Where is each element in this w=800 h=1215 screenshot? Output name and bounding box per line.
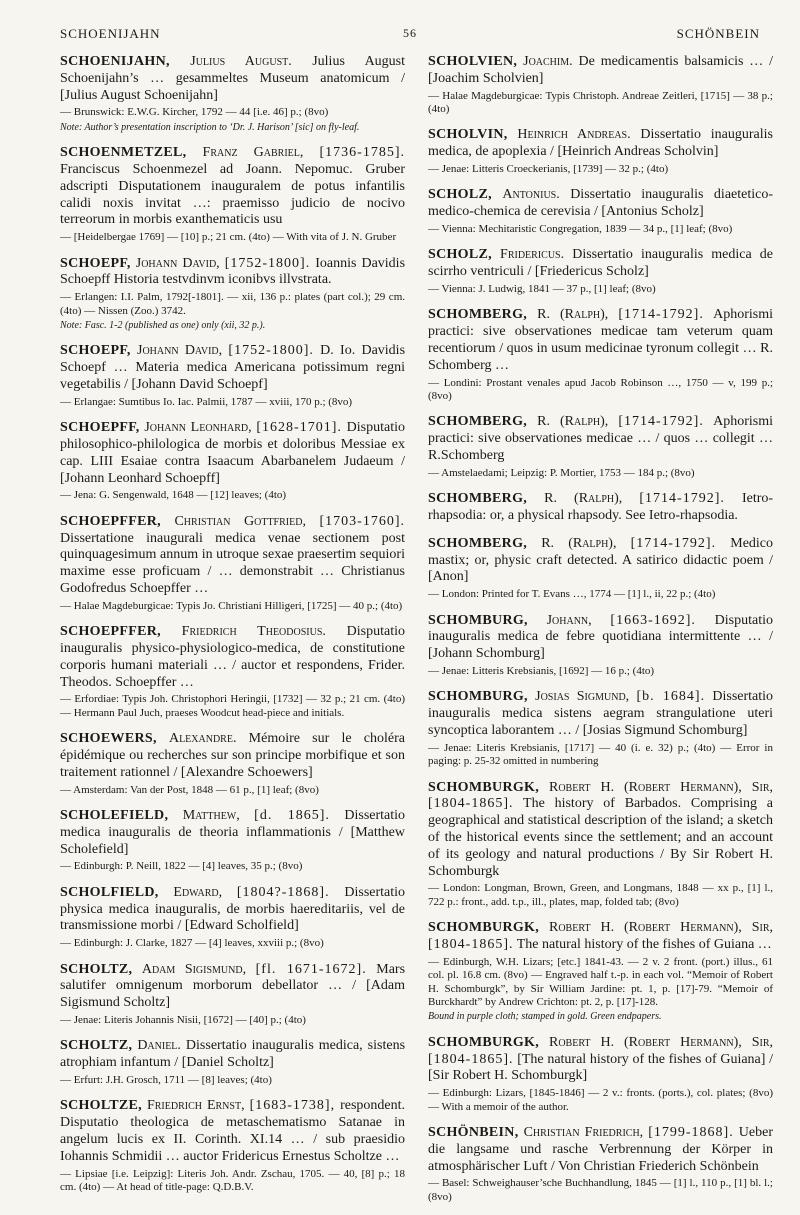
entry-forename: Matthew, (182, 807, 240, 823)
entry-surname: SCHOEWERS, (60, 731, 157, 747)
entry-heading (428, 187, 773, 221)
entry-title: The natural history of the fishes of Guiana … (516, 936, 772, 952)
catalogue-entry (60, 145, 405, 244)
entry-heading (60, 145, 405, 229)
entry-forename: Robert H. (Robert Hermann), Sir, (548, 779, 773, 795)
entry-forename: Robert H. (Robert Hermann), Sir, (548, 1034, 773, 1050)
page-number: 56 (403, 26, 417, 40)
entry-imprint: — London: Printed for T. Evans …, 1774 — [1] l., ii, 22 p.; (4to) (428, 588, 716, 601)
entry-imprint: — Londini: Prostant venales apud Jacob Robinson …, 1750 — v, 199 p.; (8vo) (428, 376, 773, 402)
entry-forename: Alexandre. (168, 731, 237, 747)
entry-heading (428, 1035, 773, 1085)
entry-surname: SCHOMBURGK, (428, 920, 540, 936)
entry-heading (428, 247, 773, 281)
entry-surname: SCHOENMETZEL, (60, 145, 187, 161)
catalogue-entry (428, 536, 773, 602)
entry-forename: Franz Gabriel, (202, 145, 304, 161)
entry-heading (60, 962, 405, 1012)
entry-heading (428, 689, 773, 739)
entry-dates: [1752-1800]. (228, 343, 314, 359)
entry-dates: [1663-1692]. (610, 612, 696, 628)
entry-dates: [1804-1865]. (428, 796, 514, 812)
left-column (60, 54, 405, 1205)
entry-forename: Johann Leonhard, (144, 420, 252, 436)
entry-note: Bound in purple cloth; stamped in gold. Green endpapers. (428, 1011, 662, 1023)
entry-dates: [1714-1792]. (639, 491, 725, 507)
entry-imprint: — Edinburgh, W.H. Lizars; [etc.] 1841-43. — 2 v. 2 front. (port.) illus., 61 col. pl. 16.8 cm. (8vo) — Engraved half t.-p. in each vol. “Memoir of Robert H. Schomburgk”, by Sir William Jardine: pt. 1, p. [17]-79. “Memoir of Burckhardt” by Andrew Crichton: pt. 2, p. [17]-128. (428, 955, 773, 1008)
catalogue-entry (428, 127, 773, 176)
entry-surname: SCHOLZ, (428, 247, 492, 263)
entry-forename: Johann David, (137, 343, 223, 359)
catalogue-entry (60, 54, 405, 134)
entry-title: Dissertatio inauguralis medica de scirrho ventriculi / [Friedericus Scholz] (428, 247, 773, 280)
entry-dates: [1804-1865]. (428, 1051, 514, 1067)
running-head-left: SCHOENIJAHN (60, 26, 161, 41)
entry-imprint: — Edinburgh: Lizars, [1845-1846] — 2 v.: fronts. (ports.), col. plates; (8vo) — With a memoir of the author. (428, 1087, 773, 1113)
entry-forename: Julius August. (190, 54, 292, 69)
entry-heading (60, 1038, 405, 1072)
catalogue-entry (60, 343, 405, 409)
entry-dates: [1628-1701]. (256, 420, 342, 436)
entry-title: respondent. Disputatio theologica de metaschematismo Satanae in angelum lucis ex II. Corinth. XI.14 … / sub praesidio Iohannis Schmidii … auctor Fridericus Ernestus Scholtze … (60, 1098, 406, 1164)
entry-surname: SCHOMBURGK, (428, 779, 540, 795)
entry-heading (60, 1098, 405, 1165)
catalogue-entry (428, 1035, 773, 1114)
entry-heading (60, 420, 405, 487)
catalogue-entry (60, 624, 405, 720)
catalogue-entry (60, 731, 405, 797)
entry-title: Dissertatio inauguralis medica, sistens atrophiam infantum / [Daniel Scholtz] (60, 1038, 406, 1071)
entry-heading (60, 343, 405, 393)
catalogue-entry (60, 808, 405, 874)
entry-title: Franciscus Schoenmezel ad Joann. Nepomuc. Gruber adscripti Disputationem inauguralem de potus infantilis calidi noxis invitat …: praemisso judicio de nocivo terreorum in morbis exanthematicis usu (60, 162, 405, 228)
entry-heading (60, 885, 405, 935)
entry-surname: SCHOENIJAHN, (60, 54, 170, 69)
entry-heading (428, 54, 773, 88)
entry-forename: Edward, (173, 884, 223, 900)
running-head-right: SCHÖNBEIN (676, 26, 760, 41)
entry-surname: SCHOMBERG, (428, 307, 528, 323)
entry-forename: Josias Sigmund, (535, 689, 630, 705)
entry-surname: SCHOLTZ, (60, 961, 133, 977)
entry-note: Note: Author’s presentation inscription to ‘Dr. J. Harison’ [sic] on fly-leaf. (60, 121, 360, 133)
entry-heading (428, 307, 773, 374)
entry-imprint: — Erfurt: J.H. Grosch, 1711 — [8] leaves; (4to) (60, 1073, 272, 1086)
entry-heading (428, 1125, 773, 1175)
entry-dates: [1714-1792]. (630, 535, 717, 551)
entry-surname: SCHOEPF, (60, 343, 131, 359)
entry-imprint: — Basel: Schweighauser’sche Buchhandlung, 1845 — [1] l., 110 p., [1] bl. l.; (8vo) (428, 1177, 773, 1203)
entry-title: The history of Barbados. Comprising a geographical and statistical description of the island; a sketch of the historical events since the settlement; and an account of its geology and natural productions / By Sir Robert H. Schomburgk (428, 796, 774, 879)
entry-forename: Antonius. (502, 187, 560, 203)
entry-imprint: — Lipsiae [i.e. Leipzig]: Literis Joh. Andr. Zschau, 1705. — 40, [8] p.; 18 cm. (4to) — At head of title-page: Q.D.B.V. (60, 1167, 405, 1193)
entry-surname: SCHOLTZE, (60, 1098, 142, 1114)
entry-dates: [1799-1868]. (648, 1125, 734, 1141)
catalogue-entry (60, 962, 405, 1028)
entry-title: Ioannis Davidis Schoepff Historia testvdinvm iconibvs illvstrata. (60, 255, 406, 288)
entry-forename: R. (Ralph), (537, 307, 609, 323)
catalogue-entry (428, 54, 773, 116)
catalogue-entry (60, 885, 405, 951)
entry-surname: SCHOLEFIELD, (60, 807, 169, 823)
entry-heading (60, 514, 405, 598)
entry-dates: [b. 1684]. (636, 689, 706, 705)
entry-forename: R. (Ralph), (541, 535, 617, 551)
entry-imprint: — Edinburgh: P. Neill, 1822 — [4] leaves, 35 p.; (8vo) (60, 860, 303, 873)
entry-imprint: — Halae Magdeburgicae: Typis Christoph. Andreae Zeitleri, [1715] — 38 p.; (4to) (428, 89, 773, 115)
entry-dates: [1752-1800]. (224, 255, 311, 271)
catalogue-entry (428, 307, 773, 403)
catalogue-entry (428, 920, 773, 1024)
entry-dates: [1804-1865]. (428, 936, 514, 952)
entry-forename: R. (Ralph), (544, 491, 623, 507)
entry-heading (428, 127, 773, 161)
entry-forename: Christian Friedrich, (523, 1125, 644, 1141)
entry-title: Dissertatio inauguralis medica, de apoplexia / [Heinrich Andreas Scholvin] (428, 127, 773, 160)
catalogue-entry (428, 689, 773, 768)
catalogue-entry (428, 1125, 773, 1204)
entry-note: Note: Fasc. 1-2 (published as one) only (xii, 32 p.). (60, 320, 266, 331)
entry-surname: SCHOMBURGK, (428, 1034, 540, 1050)
entry-forename: Joachim. (523, 54, 573, 69)
entry-heading (60, 54, 405, 104)
entry-surname: SCHOMBURG, (428, 612, 528, 628)
entry-imprint: — Vienna: J. Ludwig, 1841 — 37 p., [1] leaf; (8vo) (428, 283, 656, 295)
entry-heading (60, 624, 405, 691)
entry-title: Dissertatio medica inauguralis de theoria inflammationis / [Matthew Scholefield] (60, 807, 406, 857)
entry-imprint: — [Heidelbergae 1769] — [10] p.; 21 cm. (4to) — With vita of J. N. Gruber (60, 231, 397, 244)
entry-heading (428, 920, 773, 954)
catalogue-entry (60, 514, 405, 613)
entry-surname: SCHOEPFF, (60, 420, 140, 436)
entry-imprint: — Edinburgh: J. Clarke, 1827 — [4] leaves, xxviii p.; (8vo) (60, 937, 324, 950)
entry-title: [The natural history of the fishes of Guiana] / [Sir Robert H. Schomburgk] (428, 1051, 774, 1084)
entry-imprint: — Jenae: Literis Johannis Nisii, [1672] — [40] p.; (4to) (60, 1013, 306, 1026)
entry-imprint: — Erfordiae: Typis Joh. Christophori Heringii, [1732] — 32 p.; 21 cm. (4to) — Hermann Paul Juch, praeses Woodcut head-piece and initials. (60, 693, 405, 719)
entry-dates: [d. 1865]. (254, 807, 330, 823)
entry-imprint: — Vienna: Mechitaristic Congregation, 1839 — 34 p., [1] leaf; (8vo) (428, 223, 733, 235)
entry-imprint: — Amsterdam: Van der Post, 1848 — 61 p., [1] leaf; (8vo) (60, 783, 319, 796)
entry-forename: Daniel. (137, 1038, 181, 1054)
entry-forename: Friedrich Ernst, (146, 1098, 245, 1114)
entry-title: Aphorismi practici: sive observationes medicae … / quos … collegit … R.Schomberg (428, 414, 773, 463)
catalogue-entry (428, 247, 773, 296)
entry-title: Disputatio inauguralis physico-physiologico-medica, de constitutione corporis humani materiali … / auctor et respondens, Frider. Theodos. Schoepffer … (60, 624, 405, 690)
catalogue-entry (428, 491, 773, 525)
entry-heading (60, 256, 405, 290)
catalogue-entry (60, 1038, 405, 1087)
entry-dates: [1714-1792]. (618, 414, 704, 430)
running-head (60, 26, 760, 48)
entry-title: Dissertatio physica medica inauguralis, de morbis haereditariis, vel de transmissione morbi / [Edward Scholfield] (60, 884, 406, 934)
entry-title: Dissertatio inauguralis medica sistens aegram strangulatione uteri syncoptica laborantem … / [Josias Sigmund Schomburg] (428, 689, 774, 738)
entry-surname: SCHOLVIEN, (428, 54, 518, 69)
catalogue-entry (428, 613, 773, 679)
entry-surname: SCHOEPFFER, (60, 624, 161, 640)
entry-imprint: — Erlangae: Sumtibus Io. Iac. Palmii, 1787 — xviii, 170 p.; (8vo) (60, 395, 353, 408)
catalogue-entry (60, 420, 405, 503)
entry-surname: SCHÖNBEIN, (428, 1125, 519, 1141)
entry-heading (428, 491, 773, 525)
entry-dates: [1804?-1868]. (236, 884, 330, 900)
entry-forename: Johann David, (135, 255, 220, 271)
entry-title: Medico mastix; or, physic craft detected. A satirico didactic poem / [Anon] (428, 535, 774, 585)
entry-surname: SCHOMBERG, (428, 414, 528, 430)
entry-surname: SCHOLTZ, (60, 1038, 133, 1054)
entry-imprint: — Amstelaedami; Leipzig: P. Mortier, 1753 — 184 p.; (8vo) (428, 466, 695, 479)
entry-dates: [1683-1738], (249, 1098, 336, 1114)
entry-title: Dissertatione inaugurali medica venae sectionem post quinquagesimum annum in utroque sexae praesertim sequiori maxime esse proficuam / … demonstrabit … Christianus Godofredus Schoepffer … (60, 530, 405, 596)
entry-imprint: — Jena: G. Sengenwald, 1648 — [12] leaves; (4to) (60, 489, 287, 502)
entry-heading (428, 780, 773, 881)
entry-surname: SCHOMBERG, (428, 491, 528, 507)
entry-imprint: — Jenae: Litteris Croeckerianis, [1739] — 32 p.; (4to) (428, 163, 669, 175)
entry-forename: Friedrich Theodosius. (181, 624, 326, 640)
entry-surname: SCHOLFIELD, (60, 884, 159, 900)
entry-title: Disputatio inauguralis medica de febre quotidiana intermittente … / [Johann Schomburg] (428, 612, 773, 662)
entry-title: Disputatio philosophico-philologica de morbis et doloribus Messiae ex cap. LIII Esaiae contra Isaacum Abarbanelem Judaeum / [Johann Leonhard Schoepff] (60, 420, 405, 486)
catalogue-entry (60, 256, 405, 333)
catalogue-entry (428, 780, 773, 910)
right-column (428, 54, 773, 1215)
entry-dates: [1736-1785]. (319, 145, 405, 161)
entry-heading (428, 536, 773, 586)
entry-title: Mémoire sur le choléra épidémique ou recherches sur son principe morbifique et son traitement rationnel / [Alexandre Schoewers] (60, 731, 405, 780)
catalogue-entry (428, 187, 773, 236)
entry-title: D. Io. Davidis Schoepf … Materia medica Americana potissimum regni vegetabilis / [Johann David Schoepf] (60, 343, 406, 392)
entry-forename: Fridericus. (500, 247, 565, 263)
entry-dates: [fl. 1671-1672]. (255, 961, 367, 977)
catalogue-entry (428, 414, 773, 480)
entry-imprint: — London: Longman, Brown, Green, and Longmans, 1848 — xx p., [1] l., 722 p.: front., add. t.p., ill., plates, map, folded tab; (8vo) (428, 882, 773, 908)
entry-forename: Heinrich Andreas. (517, 127, 631, 143)
entry-imprint: — Jenae: Litteris Krebsianis, [1692] — 16 p.; (4to) (428, 664, 655, 677)
entry-forename: Christian Gottfried, (174, 513, 306, 529)
entry-dates: [1714-1792]. (618, 307, 704, 323)
entry-surname: SCHOEPF, (60, 255, 131, 271)
entry-heading (60, 808, 405, 858)
entry-imprint: — Halae Magdeburgicae: Typis Jo. Christiani Hilligeri, [1725] — 40 p.; (4to) (60, 599, 403, 612)
entry-surname: SCHOEPFFER, (60, 513, 161, 529)
entry-heading (428, 414, 773, 464)
entry-heading (60, 731, 405, 781)
entry-title: De medicamentis balsamicis … / [Joachim Scholvien] (428, 54, 774, 86)
entry-surname: SCHOLZ, (428, 187, 492, 203)
entry-title: Mars salutifer omnigenum morborum debellator … / [Adam Sigismund Scholtz] (60, 961, 406, 1011)
entry-imprint: — Brunswick: E.W.G. Kircher, 1792 — 44 [i.e. 46] p.; (8vo) (60, 106, 329, 119)
entry-title: Ietro-rhapsodia: or, a physical rhapsody. See Ietro-rhapsodia. (428, 491, 774, 523)
entry-title: Julius August Schoenijahn’s … gesammeltes Museum anatomicum / [Julius August Schoenijahn] (60, 54, 406, 103)
entry-forename: Robert H. (Robert Hermann), Sir, (548, 920, 773, 936)
entry-surname: SCHOMBURG, (428, 689, 528, 705)
entry-imprint: — Erlangen: I.I. Palm, 1792[-1801]. — xii, 136 p.: plates (part col.); 29 cm. (4to) — Nissen (Zoo.) 3742. (60, 291, 405, 317)
catalogue-entry (60, 1098, 405, 1194)
entry-imprint: — Jenae: Literis Krebsianis, [1717] — 40 (i. e. 32) p.; (4to) — Error in paging: p. 25-32 omitted in numbering (428, 741, 773, 768)
entry-forename: R. (Ralph), (537, 414, 609, 430)
entry-forename: Johann, (546, 612, 592, 628)
entry-heading (428, 613, 773, 663)
entry-surname: SCHOLVIN, (428, 127, 508, 143)
entry-forename: Adam Sigismund, (141, 961, 247, 977)
entry-title: Ueber die langsame und rasche Verbrennung der Körper in atmosphärischer Luft / Von Christian Friederich Schönbein (428, 1125, 773, 1174)
entry-surname: SCHOMBERG, (428, 535, 528, 551)
entry-title: Dissertatio inauguralis diaetetico-medico-chemica de cerevisia / [Antonius Scholz] (428, 187, 774, 220)
entry-title: Aphorismi practici: sive observationes medicae tam veterum quam recentiorum / quos in usum medicinae tyronum collegit … R. Schomberg … (428, 307, 773, 373)
entry-dates: [1703-1760]. (319, 513, 406, 529)
